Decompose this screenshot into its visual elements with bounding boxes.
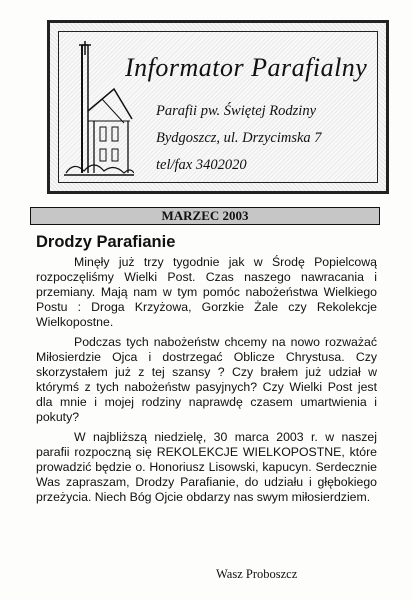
letter-greeting: Drodzy Parafianie bbox=[36, 233, 176, 251]
letter-paragraph: Minęły już trzy tygodnie jak w Środę Popielcową rozpoczęliśmy Wielki Post. Czas naszego nawracania i przemiany. Mają nam w tym pomóc nabożeństwa Wielkiego Postu : Droga Krzyżowa, Gorzkie Żale czy Rekolekcje Wielkopostne. bbox=[36, 255, 377, 329]
parish-name: Parafii pw. Świętej Rodziny bbox=[156, 103, 317, 119]
church-illustration-icon bbox=[64, 41, 134, 181]
letter-paragraph: Podczas tych nabożeństw chcemy na nowo rozważać Miłosierdzie Ojca i dostrzegać Oblicze Chrystusa. Czy skorzystałem już z tej szansy ? Czy brałem już udział w którymś z tych nabożeństw pasyjnych? Czy Wielki Post jest dla mnie i mojej rodziny naprawdę czasem umartwienia i pokuty? bbox=[36, 335, 377, 424]
masthead-title: Informator Parafialny bbox=[125, 53, 368, 82]
issue-month-banner: MARZEC 2003 bbox=[30, 207, 380, 225]
letter-signature: Wasz Proboszcz bbox=[216, 567, 298, 581]
letter-paragraph: W najbliższą niedzielę, 30 marca 2003 r. w naszej parafii rozpoczną się REKOLEKCJE WIELKOPOSTNE, które prowadzić będzie o. Honoriusz Lisowski, kapucyn. Serdecznie Was zapraszam, Drodzy Parafianie, do udziału i głębokiego przeżycia. Niech Bóg Ojcie obdarzy nas swym miłosierdziem. bbox=[36, 430, 377, 504]
letter-body bbox=[36, 255, 377, 510]
parish-address: Bydgoszcz, ul. Drzycimska 7 bbox=[156, 130, 322, 146]
parish-phone: tel/fax 3402020 bbox=[156, 157, 247, 173]
masthead bbox=[47, 20, 389, 194]
